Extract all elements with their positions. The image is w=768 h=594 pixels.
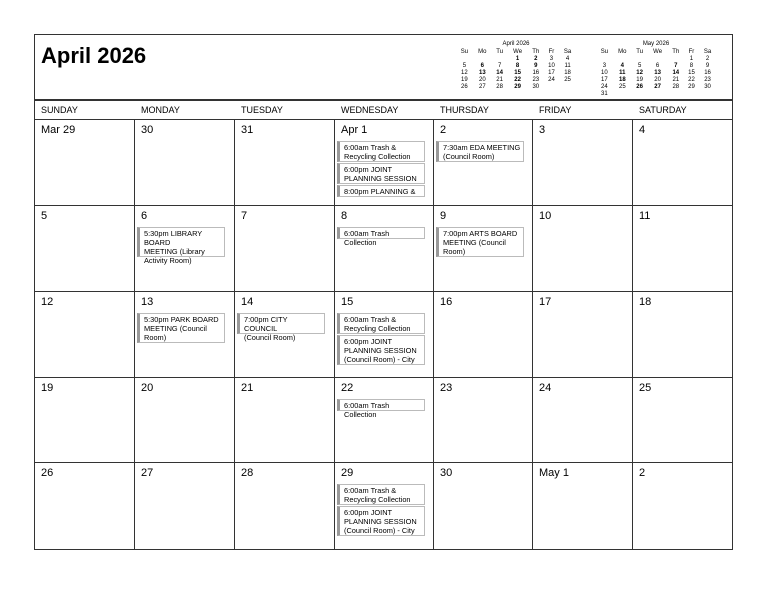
day-number: 2	[639, 467, 646, 479]
mini-day[interactable]: 10	[601, 70, 608, 76]
day-cell[interactable]	[533, 378, 633, 463]
mini-day[interactable]: 9	[534, 63, 538, 69]
day-number: 6	[141, 210, 148, 222]
mini-weekday-header: We	[513, 49, 523, 55]
day-cell[interactable]	[533, 206, 633, 292]
mini-day[interactable]: 4	[620, 63, 625, 69]
day-cell[interactable]	[633, 206, 732, 292]
calendar-event[interactable]: 7:30am EDA MEETING (Council Room)	[436, 141, 524, 162]
mini-day[interactable]: 17	[601, 77, 608, 83]
mini-day[interactable]: 22	[688, 77, 695, 83]
mini-day	[668, 91, 684, 98]
day-number: 30	[440, 467, 453, 479]
day-cell[interactable]	[533, 463, 633, 549]
calendar-event[interactable]: 6:00am Trash & Recycling Collection	[337, 484, 425, 505]
mini-day[interactable]: 5	[462, 63, 467, 69]
mini-day[interactable]: 29	[688, 84, 695, 90]
calendar-event[interactable]: 5:30pm PARK BOARD MEETING (Council Room)	[137, 313, 225, 343]
day-cell[interactable]	[434, 292, 533, 378]
mini-calendar-title: April 2026	[502, 41, 530, 47]
day-number: 29	[341, 467, 354, 479]
mini-day[interactable]: 26	[636, 84, 643, 90]
day-cell[interactable]	[335, 378, 434, 463]
mini-day[interactable]: 9	[705, 63, 710, 69]
mini-weekday-header: Su	[460, 49, 469, 55]
day-number: 2	[440, 124, 447, 136]
mini-weekday-header: Fr	[688, 49, 695, 55]
mini-day	[596, 56, 613, 63]
mini-day[interactable]: 30	[704, 84, 711, 90]
mini-day[interactable]: 31	[601, 91, 608, 97]
weekday-header-saturday: SATURDAY	[639, 105, 687, 115]
mini-day[interactable]: 8	[515, 63, 520, 69]
mini-day[interactable]: 15	[514, 70, 521, 76]
mini-day[interactable]: 14	[672, 70, 680, 76]
mini-weekday-header: Sa	[703, 49, 712, 55]
mini-day[interactable]: 15	[688, 70, 695, 76]
mini-calendar-table	[456, 49, 576, 91]
day-cell[interactable]	[633, 378, 732, 463]
mini-day[interactable]: 6	[655, 63, 660, 69]
mini-day[interactable]: 12	[636, 70, 643, 76]
mini-calendar-table	[596, 49, 716, 98]
day-number: 16	[440, 296, 453, 308]
mini-day[interactable]: 2	[705, 56, 710, 62]
day-number: 23	[440, 382, 453, 394]
day-number: 3	[539, 124, 546, 136]
day-cell[interactable]	[135, 378, 235, 463]
day-cell[interactable]	[235, 292, 335, 378]
mini-weekday-header: Mo	[478, 49, 487, 55]
mini-day[interactable]: 20	[654, 77, 661, 83]
mini-day[interactable]: 19	[461, 77, 468, 83]
mini-day	[544, 84, 559, 91]
day-cell[interactable]	[533, 120, 633, 206]
mini-day[interactable]: 27	[479, 84, 486, 90]
page-title: April 2026	[41, 43, 147, 68]
day-number: 7	[241, 210, 248, 222]
mini-day	[699, 91, 716, 98]
day-number: 22	[341, 382, 354, 394]
mini-day[interactable]: 18	[619, 77, 626, 83]
mini-day[interactable]: 1	[689, 56, 694, 62]
mini-day	[668, 56, 684, 63]
day-number: 9	[440, 210, 447, 222]
mini-calendar-may	[596, 41, 716, 98]
day-cell[interactable]	[35, 120, 135, 206]
weekday-header-sunday: SUNDAY	[41, 105, 78, 115]
day-number: 18	[639, 296, 652, 308]
mini-day[interactable]: 13	[654, 70, 661, 76]
mini-day	[632, 91, 648, 98]
day-number: Mar 29	[41, 124, 76, 136]
weekday-header-thursday: THURSDAY	[440, 105, 489, 115]
calendar-event[interactable]: 6:00am Trash & Recycling Collection	[337, 141, 425, 162]
mini-day[interactable]: 1	[515, 56, 520, 62]
mini-weekday-header: Tu	[636, 49, 644, 55]
day-number: May 1	[539, 467, 569, 479]
day-cell[interactable]	[633, 292, 732, 378]
day-number: 17	[539, 296, 552, 308]
mini-day[interactable]: 19	[636, 77, 643, 83]
day-cell[interactable]	[135, 463, 235, 549]
mini-day[interactable]: 21	[496, 77, 503, 83]
day-cell[interactable]	[235, 463, 335, 549]
day-number: 14	[241, 296, 254, 308]
mini-day[interactable]: 6	[480, 63, 485, 69]
day-cell[interactable]	[434, 206, 533, 292]
mini-day[interactable]: 25	[619, 84, 626, 90]
day-number: 31	[241, 124, 254, 136]
mini-day[interactable]: 24	[548, 77, 555, 83]
day-cell[interactable]	[35, 292, 135, 378]
mini-weekday-header: Sa	[563, 49, 572, 55]
mini-day[interactable]: 12	[461, 70, 468, 76]
mini-day[interactable]: 21	[672, 77, 680, 83]
day-number: 30	[141, 124, 154, 136]
day-number: 26	[41, 467, 54, 479]
mini-day	[473, 56, 492, 63]
weekday-header-friday: FRIDAY	[539, 105, 572, 115]
day-cell[interactable]	[235, 120, 335, 206]
day-number: 10	[539, 210, 552, 222]
calendar-event[interactable]: 7:00pm CITY COUNCIL (Council Room)	[237, 313, 325, 334]
mini-day[interactable]: 18	[564, 70, 571, 76]
day-cell[interactable]	[235, 206, 335, 292]
day-cell[interactable]	[434, 463, 533, 549]
mini-day	[456, 56, 473, 63]
day-cell[interactable]	[135, 292, 235, 378]
mini-day[interactable]: 4	[565, 56, 570, 62]
mini-day[interactable]: 22	[514, 77, 521, 83]
calendar-event[interactable]: 6:00am Trash Collection	[337, 227, 425, 239]
mini-day[interactable]: 3	[602, 63, 607, 69]
calendar-event[interactable]: 5:30pm LIBRARY BOARD MEETING (Library Activity Room)	[137, 227, 225, 257]
day-cell[interactable]	[533, 292, 633, 378]
day-cell[interactable]	[35, 206, 135, 292]
mini-weekday-header: Th	[532, 49, 540, 55]
calendar-event[interactable]: 6:00am Trash Collection	[337, 399, 425, 411]
day-cell[interactable]	[35, 378, 135, 463]
mini-day[interactable]: 28	[672, 84, 680, 90]
mini-day[interactable]: 8	[689, 63, 694, 69]
mini-weekday-header: Th	[672, 49, 680, 55]
weekday-header-wednesday: WEDNESDAY	[341, 105, 399, 115]
calendar-event[interactable]: 6:00pm JOINT PLANNING SESSION (Council Room) - City	[337, 335, 425, 365]
calendar-event[interactable]: 6:00pm JOINT PLANNING SESSION (Council Room) - City	[337, 506, 425, 536]
mini-day[interactable]: 27	[654, 84, 661, 90]
mini-day[interactable]: 16	[532, 70, 540, 76]
weekday-header-monday: MONDAY	[141, 105, 180, 115]
mini-weekday-header: Tu	[496, 49, 504, 55]
calendar-event[interactable]: 7:00pm ARTS BOARD MEETING (Council Room)	[436, 227, 524, 257]
day-number: 21	[241, 382, 254, 394]
day-number: 11	[639, 210, 651, 222]
mini-day[interactable]: 24	[601, 84, 608, 90]
mini-day[interactable]: 2	[534, 56, 538, 62]
mini-day[interactable]: 13	[479, 70, 486, 76]
mini-calendar-title: May 2026	[642, 41, 670, 47]
mini-weekday-header: Mo	[618, 49, 627, 55]
mini-day	[647, 56, 667, 63]
day-cell[interactable]	[633, 120, 732, 206]
mini-day[interactable]: 16	[704, 70, 711, 76]
mini-day[interactable]: 26	[461, 84, 468, 90]
day-number: 28	[241, 467, 254, 479]
calendar-event[interactable]: 8:00pm PLANNING &	[337, 185, 425, 197]
mini-day	[613, 56, 632, 63]
mini-day[interactable]: 17	[548, 70, 555, 76]
mini-day[interactable]: 5	[637, 63, 642, 69]
mini-weekday-header: Fr	[548, 49, 555, 55]
day-cell[interactable]	[335, 463, 434, 549]
day-cell[interactable]	[135, 120, 235, 206]
mini-weekday-header: We	[653, 49, 663, 55]
mini-day[interactable]: 7	[497, 63, 502, 69]
month-grid	[34, 100, 733, 550]
day-cell[interactable]	[633, 463, 732, 549]
mini-day[interactable]: 28	[496, 84, 503, 90]
calendar-header	[34, 34, 733, 100]
day-cell[interactable]	[335, 292, 434, 378]
day-number: 27	[141, 467, 154, 479]
day-number: 4	[639, 124, 646, 136]
day-cell[interactable]	[335, 120, 434, 206]
mini-day[interactable]: 11	[564, 63, 571, 69]
mini-day	[559, 84, 576, 91]
day-cell[interactable]	[335, 206, 434, 292]
mini-weekday-header: Su	[600, 49, 609, 55]
day-number: 15	[341, 296, 354, 308]
mini-day[interactable]: 25	[564, 77, 571, 83]
day-number: 20	[141, 382, 154, 394]
day-cell[interactable]	[434, 120, 533, 206]
weekday-header-tuesday: TUESDAY	[241, 105, 283, 115]
day-cell[interactable]	[434, 378, 533, 463]
mini-day	[647, 91, 667, 98]
mini-day[interactable]: 23	[532, 77, 540, 83]
mini-day[interactable]: 20	[479, 77, 486, 83]
mini-day	[492, 56, 508, 63]
mini-day[interactable]: 10	[548, 63, 555, 69]
mini-day	[613, 91, 632, 98]
mini-day[interactable]: 23	[704, 77, 711, 83]
mini-day[interactable]: 30	[532, 84, 540, 90]
mini-calendar-april	[456, 41, 576, 91]
day-number: 5	[41, 210, 48, 222]
mini-day[interactable]: 14	[496, 70, 503, 76]
day-number: 24	[539, 382, 552, 394]
mini-day[interactable]: 11	[619, 70, 626, 76]
day-number: 25	[639, 382, 652, 394]
day-number: 13	[141, 296, 154, 308]
calendar-event[interactable]: 6:00pm JOINT PLANNING SESSION	[337, 163, 425, 184]
day-number: Apr 1	[341, 124, 368, 136]
day-number: 8	[341, 210, 348, 222]
mini-day	[684, 91, 699, 98]
calendar-event[interactable]: 6:00am Trash & Recycling Collection	[337, 313, 425, 334]
mini-day[interactable]: 7	[674, 63, 678, 69]
day-cell[interactable]	[235, 378, 335, 463]
calendar-page	[34, 34, 733, 549]
day-cell[interactable]	[135, 206, 235, 292]
mini-day[interactable]: 3	[549, 56, 554, 62]
mini-day	[632, 56, 648, 63]
day-number: 12	[41, 296, 54, 308]
day-cell[interactable]	[35, 463, 135, 549]
mini-day[interactable]: 29	[514, 84, 521, 90]
day-number: 19	[41, 382, 54, 394]
